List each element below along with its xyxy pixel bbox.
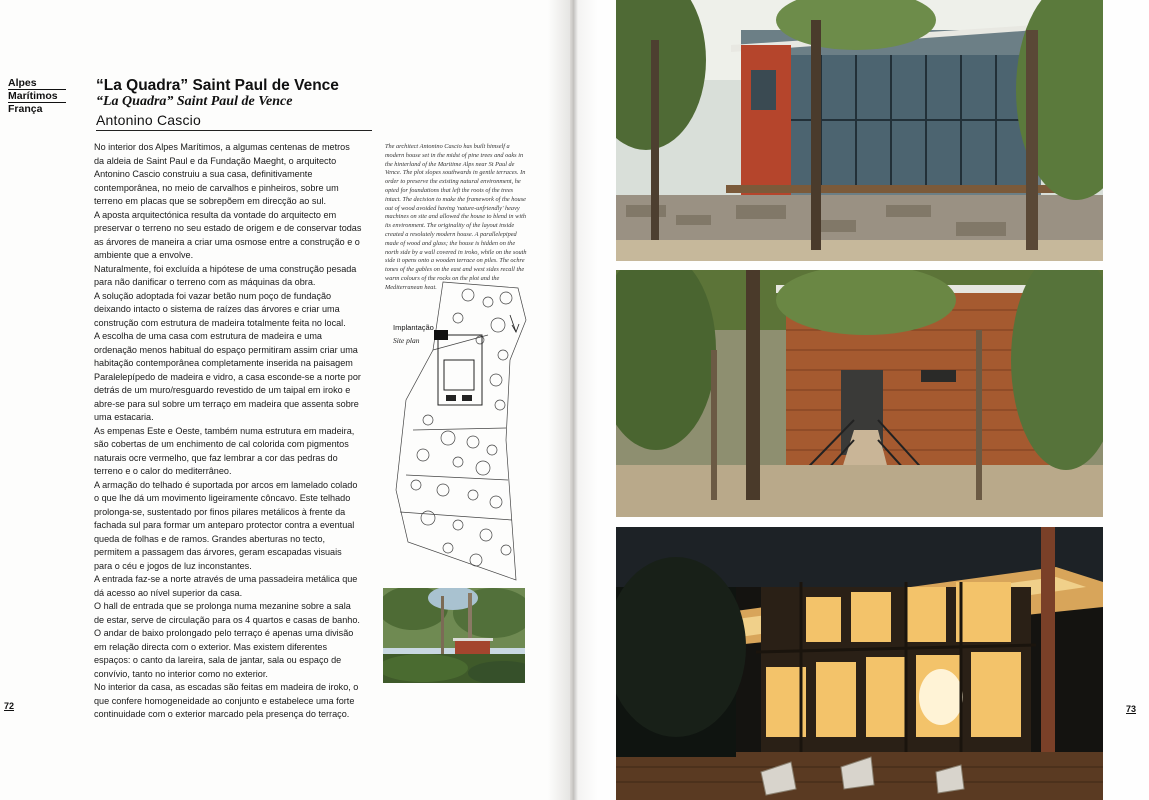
paragraph: A escolha de uma casa com estrutura de madeira e uma ordenação menos habitual do espaço permitiram assim criar uma habitação contemporânea completamente inserida na paisagem [94,331,358,368]
page-number-left: 72 [4,701,15,711]
body-text-portuguese [94,141,362,722]
article-author: Antonino Cascio [96,112,201,128]
house-exterior-day-photo [616,0,1103,261]
body-text-english: The architect Antonino Cascio has built himself a modern house set in the midst of pine trees and oaks in the hinterland of the Maritime Alps near St Paul de Vence. The plot slopes southwards in gentle terraces. In order to preserve the existing natural environment, he opted for foundations that left the roots of the trees intact. The decision to make the framework of the house out of wood avoided having 'nature-unfriendly' heavy machines on site and allowed the house to blend in with its environment. The originality of the layout inside created a resolutely modern house. A parallelepiped made of wood and glass; the house is hidden on the north side by a wall covered in iroko, while on the south side it opens onto a wooden terrace on piles. The ochre tones of the gables on the east and west sides recall the warm colours of the rocks on the plot and the Mediterranean heat. [385,143,527,291]
left-page [0,0,570,800]
paragraph: Paralelepípedo de madeira e vidro, a casa esconde-se a norte por detrás de um muro/resguardo revestido de um taipal em iroko e abre-se para sul sobre um terraço em madeira que assenta sobre uma estacaria. [94,371,361,422]
article-subtitle: “La Quadra” Saint Paul de Vence [96,94,293,109]
title-rule [96,130,372,131]
house-terrace-night-photo [616,527,1103,800]
house-thumbnail-photo [383,588,525,683]
paragraph: A entrada faz-se a norte através de uma passadeira metálica que dá acesso ao nível superior da casa. [94,574,358,598]
house-entrance-walkway-photo [616,270,1103,517]
paragraph: Naturalmente, foi excluída a hipótese de uma construção pesada para não danificar o terreno com as máquinas da obra. [94,263,357,287]
location-line1: Alpes [8,77,37,89]
paragraph: O hall de entrada que se prolonga numa mezanine sobre a sala de estar, serve de circulação para os 4 quartos e casas de banho. [94,601,360,625]
paragraph: A solução adoptada foi vazar betão num poço de fundação deixando intacto o sistema de raízes das árvores e criar uma construção com estrutura de madeira totalmente feita no local. [94,290,346,328]
site-plan-label: Implantação [393,323,434,332]
site-plan-label-english: Site plan [393,336,420,345]
location-line3: França [8,103,43,115]
paragraph: No interior da casa, as escadas são feitas em madeira de iroko, o que confere homogeneidade ao conjunto e estabelece uma forte continuidade com o exterior marcado pela presença do terraço. [94,682,359,719]
location-label [8,78,66,114]
paragraph: As empenas Este e Oeste, também numa estrutura em madeira, são cobertas de um enchimento de cal colorida com pigmentos naturais ocre vermelho, que faz lembrar a cor das pedras do terreno e o calor do mediterrâneo. [94,425,355,476]
paragraph: O andar de baixo prolongado pelo terraço é apenas uma divisão em relação directa com o exterior. Mas existem diferentes espaços: o canto da lareira, sala de jantar, sala ou espaço de convívio, tanto no interior como no exterior. [94,628,354,679]
article-title: “La Quadra” Saint Paul de Vence [96,77,339,94]
paragraph: No interior dos Alpes Marítimos, a algumas centenas de metros da aldeia de Saint Paul e da Fundação Maeght, o arquitecto Antonino Cascio construiu a sua casa, definitivamente contemporânea, no meio de carvalhos e pinheiros, sobre um terreno em placas que se sobrepõem em direcção ao sul. [94,142,350,206]
location-line2: Marítimos [8,90,58,102]
page-number-right: 73 [1126,704,1137,714]
paragraph: A armação do telhado é suportada por arcos em lamelado colado o que lhe dá um movimento ligeiramente côncavo. Este telhado prolonga-se, sustentado por finos pilares metálicos à frente da fachada sul para formar um anteparo protector contra a eventual queda de folhas e de ramos. Grandes aberturas no tecto, permitem a passagem das árvores, geram escapadas visuais para o céu e jogos de luz inconstantes. [94,479,358,571]
paragraph: A aposta arquitectónica resulta da vontade do arquitecto em preservar o terreno no seu estado de origem e de conservar todas as árvores de maneira a criar uma osmose entre a construção e o ambiente que a envolve. [94,209,362,260]
